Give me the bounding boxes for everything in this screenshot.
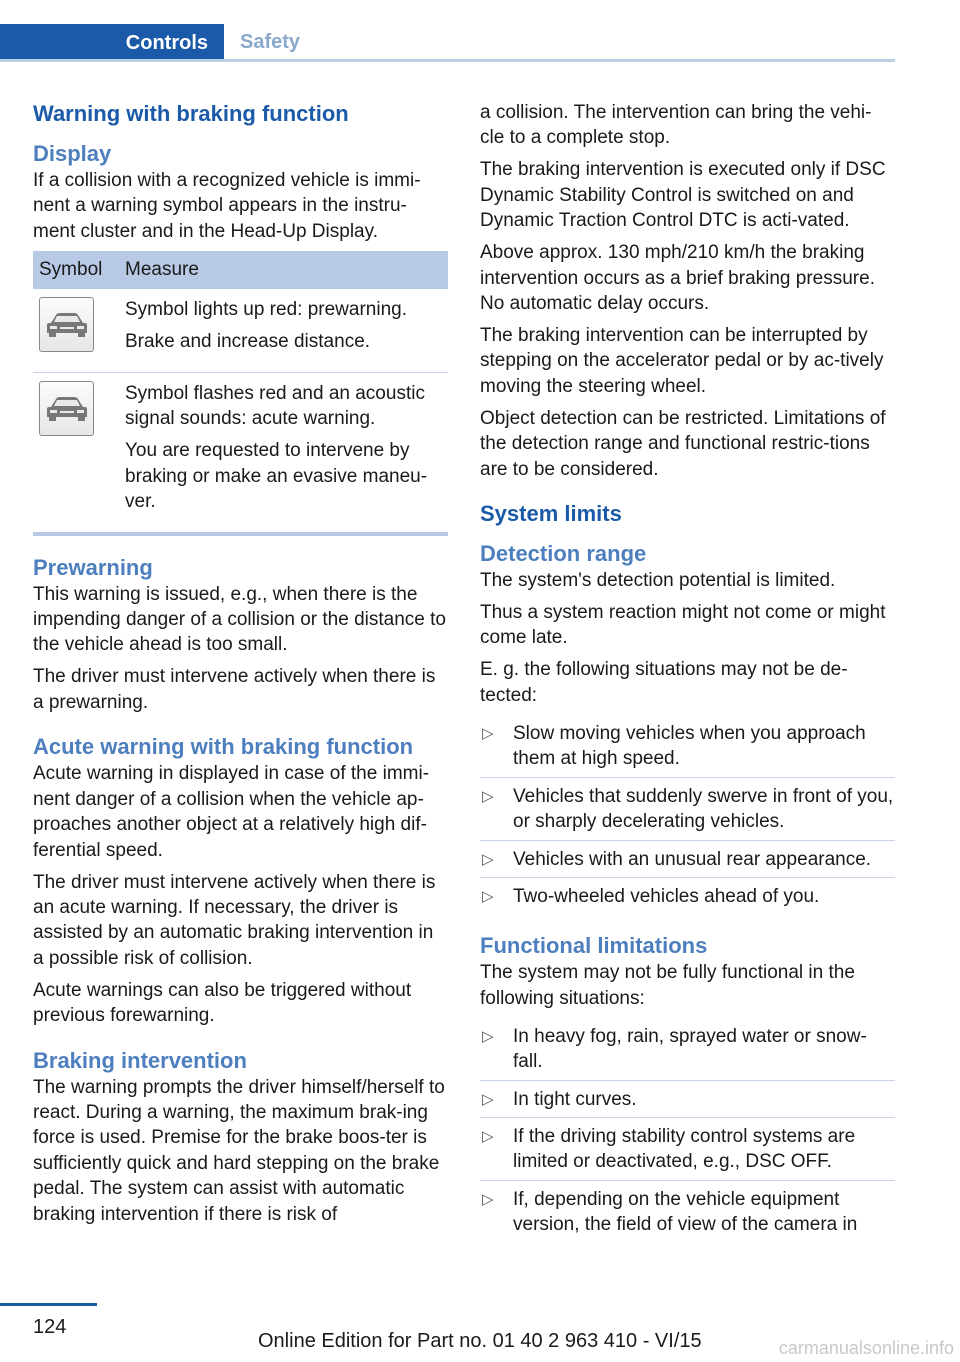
list-item bbox=[480, 778, 895, 841]
para-display: If a collision with a recognized vehicle is immi-nent a warning symbol appears in the instru-ment cluster and in the Head-Up Display. bbox=[33, 170, 421, 242]
para-prewarning-1: This warning is issued, e.g., when there is the impending danger of a collision or the distance to the vehicle ahead is too small. bbox=[33, 583, 446, 656]
tab-safety[interactable]: Safety bbox=[240, 31, 301, 53]
heading-functional-limitations: Functional limitations bbox=[480, 933, 708, 959]
tab-controls-label: Controls bbox=[125, 31, 208, 54]
para-object-detection: Object detection can be restricted. Limitations of the detection range and functional restric-tions are to be considered. bbox=[480, 407, 886, 480]
list-functional-limitations bbox=[480, 1018, 895, 1243]
list-item-text: In tight curves. bbox=[513, 1088, 637, 1110]
bullet-triangle-icon: ▷ bbox=[482, 850, 494, 868]
edition-note: Online Edition for Part no. 01 40 2 963 410 - VI/15 bbox=[258, 1330, 702, 1352]
para-interrupt: The braking intervention can be interrupted by stepping on the accelerator pedal or by ac-tively moving the steering wheel. bbox=[480, 325, 884, 397]
header-rule bbox=[0, 59, 895, 62]
heading-acute-warning: Acute warning with braking function bbox=[33, 734, 414, 760]
bullet-triangle-icon: ▷ bbox=[482, 887, 494, 905]
measure-line: You are requested to intervene by braking or make an evasive maneu-ver. bbox=[125, 440, 428, 513]
para-range-3: E. g. the following situations may not be de-tected: bbox=[480, 659, 848, 706]
symbol-table bbox=[33, 251, 448, 536]
page-number: 124 bbox=[33, 1316, 67, 1338]
list-item bbox=[480, 878, 895, 914]
heading-detection-range: Detection range bbox=[480, 541, 647, 567]
symbol-table-header bbox=[33, 251, 448, 289]
bullet-triangle-icon: ▷ bbox=[482, 1127, 494, 1145]
bullet-triangle-icon: ▷ bbox=[482, 724, 494, 742]
para-functional: The system may not be fully functional in the following situations: bbox=[480, 962, 855, 1009]
bullet-triangle-icon: ▷ bbox=[482, 1090, 494, 1108]
para-range-1: The system's detection potential is limited. bbox=[480, 570, 836, 592]
left-column bbox=[33, 100, 448, 1234]
heading-warning-braking: Warning with braking function bbox=[33, 101, 349, 126]
bullet-triangle-icon: ▷ bbox=[482, 1027, 494, 1045]
table-row bbox=[33, 289, 448, 372]
list-item bbox=[480, 841, 895, 878]
measure-line: Brake and increase distance. bbox=[125, 331, 371, 353]
heading-prewarning: Prewarning bbox=[33, 554, 153, 580]
measure-cell bbox=[119, 372, 448, 534]
measure-cell bbox=[119, 289, 448, 372]
measure-line: Symbol lights up red: prewarning. bbox=[125, 298, 407, 320]
list-detection-range bbox=[480, 715, 895, 914]
bullet-triangle-icon: ▷ bbox=[482, 1190, 494, 1208]
car-warning-icon bbox=[39, 381, 94, 436]
heading-braking-intervention: Braking intervention bbox=[33, 1047, 247, 1073]
list-item bbox=[480, 1081, 895, 1118]
table-row bbox=[33, 372, 448, 534]
list-item bbox=[480, 715, 895, 778]
para-acute-3: Acute warnings can also be triggered without previous forewarning. bbox=[33, 979, 412, 1027]
symbol-cell bbox=[33, 372, 119, 534]
para-dsc: The braking intervention is executed only if DSC Dynamic Stability Control is switched on and Dynamic Traction Control DTC is acti-vated. bbox=[480, 159, 886, 232]
para-prewarning-2: The driver must intervene actively when there is a prewarning. bbox=[33, 666, 436, 713]
list-item-text: In heavy fog, rain, sprayed water or snow-fall. bbox=[513, 1025, 867, 1073]
para-speed: Above approx. 130 mph/210 km/h the braking intervention occurs as a brief braking pressure. No automatic delay occurs. bbox=[480, 242, 875, 315]
list-item-text: Two-wheeled vehicles ahead of you. bbox=[513, 885, 820, 907]
list-item-text: Slow moving vehicles when you approach them at high speed. bbox=[513, 722, 866, 770]
para-continued: a collision. The intervention can bring the vehi-cle to a complete stop. bbox=[480, 102, 872, 149]
list-item-text: Vehicles with an unusual rear appearance. bbox=[513, 848, 872, 870]
para-acute-1: Acute warning in displayed in case of the immi-nent danger of a collision when the vehicle ap-proaches another object at a relatively high dif-ferential speed. bbox=[33, 763, 430, 861]
list-item-text: If the driving stability control systems are limited or deactivated, e.g., DSC OFF. bbox=[513, 1125, 856, 1173]
list-item-text: Vehicles that suddenly swerve in front of you, or sharply decelerating vehicles. bbox=[513, 785, 894, 833]
heading-system-limits: System limits bbox=[480, 501, 622, 527]
list-item bbox=[480, 1181, 895, 1243]
symbol-cell bbox=[33, 289, 119, 372]
bullet-triangle-icon: ▷ bbox=[482, 787, 494, 805]
col-header-measure: Measure bbox=[119, 251, 448, 289]
col-header-symbol: Symbol bbox=[33, 251, 119, 289]
list-item-text: If, depending on the vehicle equipment version, the field of view of the camera in bbox=[513, 1188, 858, 1236]
watermark: carmanualsonline.info bbox=[778, 1338, 954, 1358]
heading-display: Display bbox=[33, 141, 112, 166]
chapter-header bbox=[0, 24, 895, 61]
right-column bbox=[480, 100, 895, 1249]
list-item bbox=[480, 1018, 895, 1081]
tab-controls[interactable] bbox=[0, 24, 224, 62]
car-warning-icon bbox=[39, 297, 94, 352]
para-range-2: Thus a system reaction might not come or might come late. bbox=[480, 602, 886, 649]
para-acute-2: The driver must intervene actively when there is an acute warning. If necessary, the driver is assisted by an automatic braking intervention in a possible risk of collision. bbox=[33, 871, 436, 969]
para-braking: The warning prompts the driver himself/herself to react. During a warning, the maximum brak-ing force is used. Premise for the brake boos-ter is sufficiently quick and hard stepping on the brake pedal. The system can assist with automatic braking intervention if there is risk of bbox=[33, 1076, 445, 1225]
list-item bbox=[480, 1118, 895, 1181]
footer-rule bbox=[0, 1303, 97, 1306]
measure-line: Symbol flashes red and an acoustic signal sounds: acute warning. bbox=[125, 382, 425, 430]
